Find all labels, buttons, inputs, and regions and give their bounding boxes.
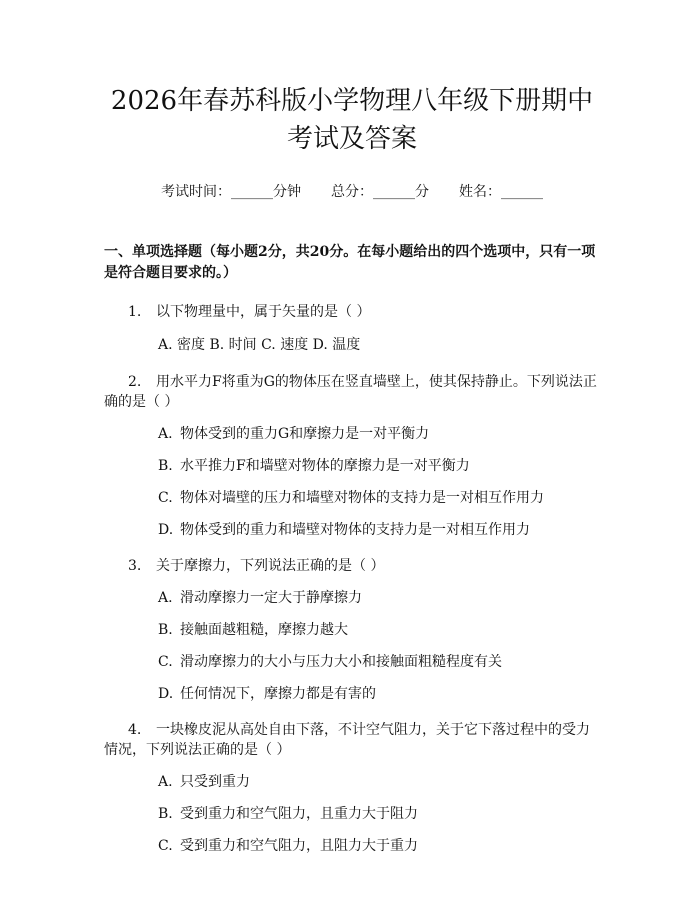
section-heading: 一、单项选择题（每小题2分，共20分。在每小题给出的四个选项中，只有一项是符合题目要求的。） — [104, 244, 596, 281]
option-letter: C. — [158, 654, 173, 670]
exam-time-label: 考试时间：______分钟 — [161, 184, 301, 200]
question-1-options: A. 密度 B. 时间 C. 速度 D. 温度 — [158, 337, 361, 353]
option-letter: C. — [158, 838, 173, 854]
option-d — [104, 684, 600, 704]
question-stem: 以下物理量中，属于矢量的是（ ） — [156, 304, 371, 320]
option-letter: D. — [158, 522, 174, 538]
option-text: 只受到重力 — [180, 774, 250, 790]
page-title: 2026年春苏科版小学物理八年级下册期中考试及答案 — [110, 86, 594, 154]
option-c — [104, 652, 600, 672]
option-text: 水平推力F和墙壁对物体的摩擦力是一对平衡力 — [180, 458, 470, 474]
option-a — [104, 424, 600, 444]
question-number: 2. — [128, 374, 142, 390]
option-text: 受到重力和空气阻力，且重力大于阻力 — [180, 806, 418, 822]
option-text: 物体受到的重力G和摩擦力是一对平衡力 — [180, 426, 430, 442]
option-text: 物体受到的重力和墙壁对物体的支持力是一对相互作用力 — [180, 522, 530, 538]
question-stem: 用水平力F将重为G的物体压在竖直墙壁上，使其保持静止。下列说法正确的是（ ） — [104, 374, 597, 410]
option-b — [104, 804, 600, 824]
option-text: 任何情况下，摩擦力都是有害的 — [180, 686, 376, 702]
question-stem: 关于摩擦力，下列说法正确的是（ ） — [156, 558, 385, 574]
total-score-label: 总分：______分 — [331, 184, 429, 200]
option-letter: A. — [158, 774, 173, 790]
option-letter: A. — [158, 590, 173, 606]
option-d — [104, 520, 600, 540]
option-letter: B. — [158, 458, 173, 474]
option-b — [104, 620, 600, 640]
question-2 — [104, 372, 600, 412]
exam-meta — [104, 182, 600, 202]
option-text: 滑动摩擦力一定大于静摩擦力 — [180, 590, 362, 606]
option-a — [104, 772, 600, 792]
option-letter: A. — [158, 426, 173, 442]
option-letter: D. — [158, 686, 174, 702]
option-letter: C. — [158, 490, 173, 506]
question-number: 3. — [128, 558, 142, 574]
question-number: 4. — [128, 722, 142, 738]
question-number: 1. — [128, 304, 142, 320]
option-text: 受到重力和空气阻力，且阻力大于重力 — [180, 838, 418, 854]
student-name-label: 姓名：______ — [459, 184, 543, 200]
option-letter: B. — [158, 806, 173, 822]
option-letter: B. — [158, 622, 173, 638]
option-text: 接触面越粗糙，摩擦力越大 — [180, 622, 348, 638]
option-c — [104, 488, 600, 508]
option-c — [104, 836, 600, 856]
option-b — [104, 456, 600, 476]
question-3 — [104, 556, 600, 576]
option-text: 滑动摩擦力的大小与压力大小和接触面粗糙程度有关 — [180, 654, 502, 670]
question-stem: 一块橡皮泥从高处自由下落，不计空气阻力，关于它下落过程中的受力情况，下列说法正确的是（ ） — [104, 722, 590, 758]
option-a — [104, 588, 600, 608]
question-4 — [104, 720, 600, 760]
question-1 — [104, 302, 600, 322]
option-text: 物体对墙壁的压力和墙壁对物体的支持力是一对相互作用力 — [180, 490, 544, 506]
